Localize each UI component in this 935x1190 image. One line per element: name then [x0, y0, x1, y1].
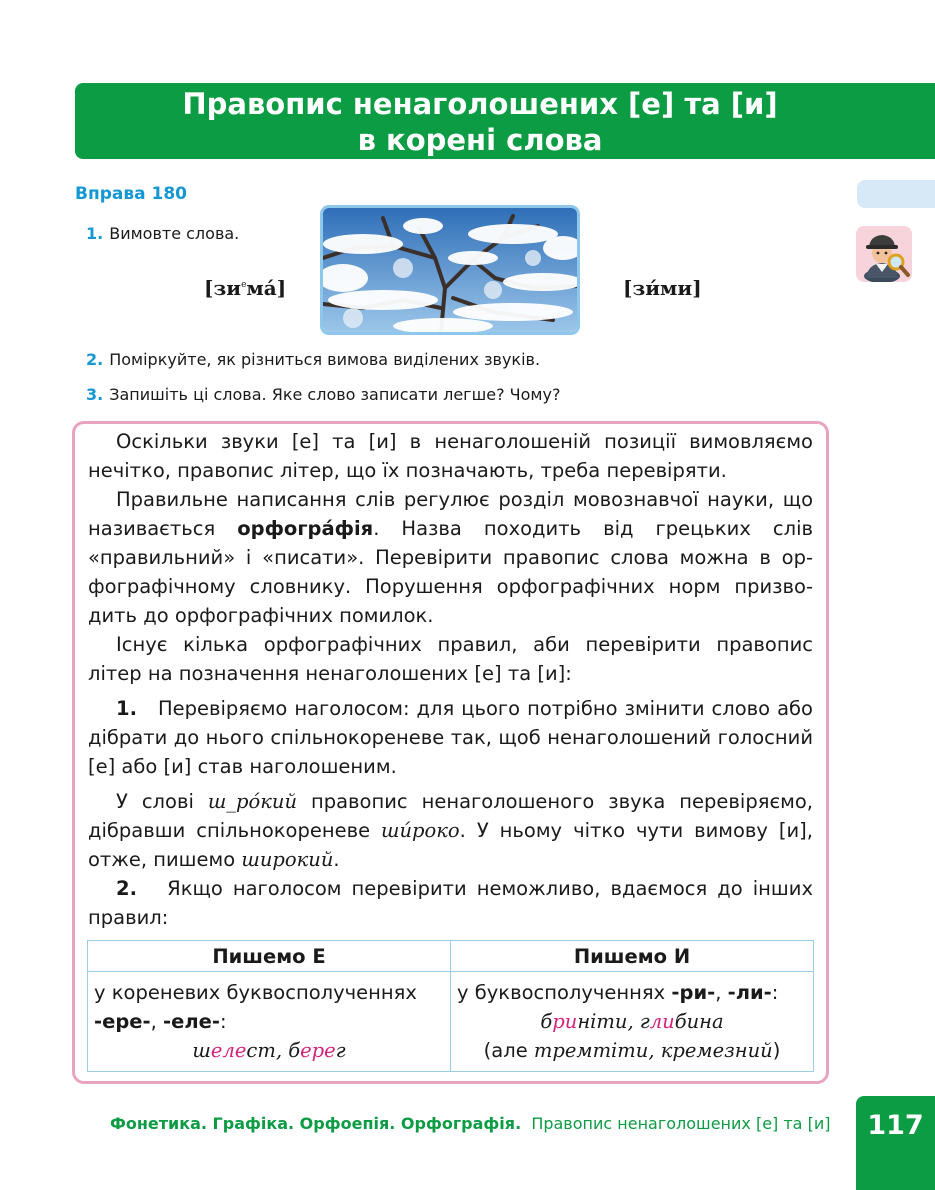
- footer-running-title: [110, 1114, 830, 1133]
- snowy-tree-image: [320, 205, 580, 335]
- table-cell-i: у буквосполученнях -ри-, -ли-: бриніти, глибина (але тремтіти, кремезний): [451, 972, 814, 1072]
- rule-paragraph-2: Правильне написання слів регулює розділ мовознавчої науки, що називається орфогра́фія. Назва походить від грецьких слів «правильний» і «писати». Перевірити правопис слова можна в орфографічному словнику. Порушення орфографічних норм призводить до орфографічних помилок.: [88, 488, 814, 627]
- detective-icon: [856, 226, 912, 282]
- rule-2-number: 2.: [116, 877, 137, 900]
- step-2: [86, 350, 540, 369]
- footer-section: Фонетика. Графіка. Орфоепія. Орфографія.: [110, 1114, 522, 1133]
- step-3-number: 3.: [86, 385, 104, 404]
- rule-paragraph-1: Оскільки звуки [е] та [и] в ненаголошеній позиції вимовляємо нечітко, правопис літер, що їх позначають, треба перевіряти.: [88, 430, 813, 482]
- page-number: 117: [856, 1096, 935, 1190]
- title-line-2: в корені слова: [357, 123, 603, 157]
- rule-1-example: У слові ш_ро́кий правопис ненаголошеного звука перевіряємо, дібравши спільнокореневе ши́роко. У ньому чітко чути вимову [и], отже, пишемо широкий.: [88, 790, 813, 871]
- footer-topic: Правопис ненаголошених [е] та [и]: [531, 1114, 831, 1133]
- step-3: [86, 385, 560, 404]
- step-3-text: Запишіть ці слова. Яке слово записати легше? Чому?: [109, 385, 561, 404]
- table-header-i: Пишемо И: [451, 941, 814, 972]
- transcription-left: $[зи^ема́]$: [204, 276, 287, 300]
- step-2-text: Поміркуйте, як різниться вимова виділених звуків.: [109, 350, 541, 369]
- title-banner: [75, 83, 935, 159]
- step-1: [86, 224, 239, 243]
- table-cell-e: у кореневих буквосполученнях -ере-, -еле-: шелест, берег: [88, 972, 451, 1072]
- spelling-rules-table: [87, 940, 814, 1072]
- rule-1: 1. Перевіряємо наголосом: для цього потрібно змінити слово або дібрати до нього спільнокореневе так, щоб ненаголошений голосний [е] або [и] став наголошеним.: [88, 697, 813, 778]
- title-line-1: Правопис ненаголошених [е] та [и]: [182, 87, 778, 121]
- term-orthography: орфогра́фія: [237, 517, 374, 540]
- step-1-number: 1.: [86, 224, 104, 243]
- rule-2: 2. Якщо наголосом перевірити неможливо, вдаємося до інших правил:: [88, 877, 813, 929]
- side-tab: [857, 180, 935, 208]
- rule-paragraph-3: Існує кілька орфографічних правил, аби перевірити правопис літер на позначення ненаголошених [е] та [и]:: [88, 633, 813, 685]
- exercise-label: Вправа 180: [75, 184, 187, 204]
- table-header-e: Пишемо Е: [88, 941, 451, 972]
- step-2-number: 2.: [86, 350, 104, 369]
- rule-1-number: 1.: [116, 697, 137, 720]
- transcription-right: [зи́ми]: [623, 276, 702, 300]
- step-1-text: Вимовте слова.: [109, 224, 240, 243]
